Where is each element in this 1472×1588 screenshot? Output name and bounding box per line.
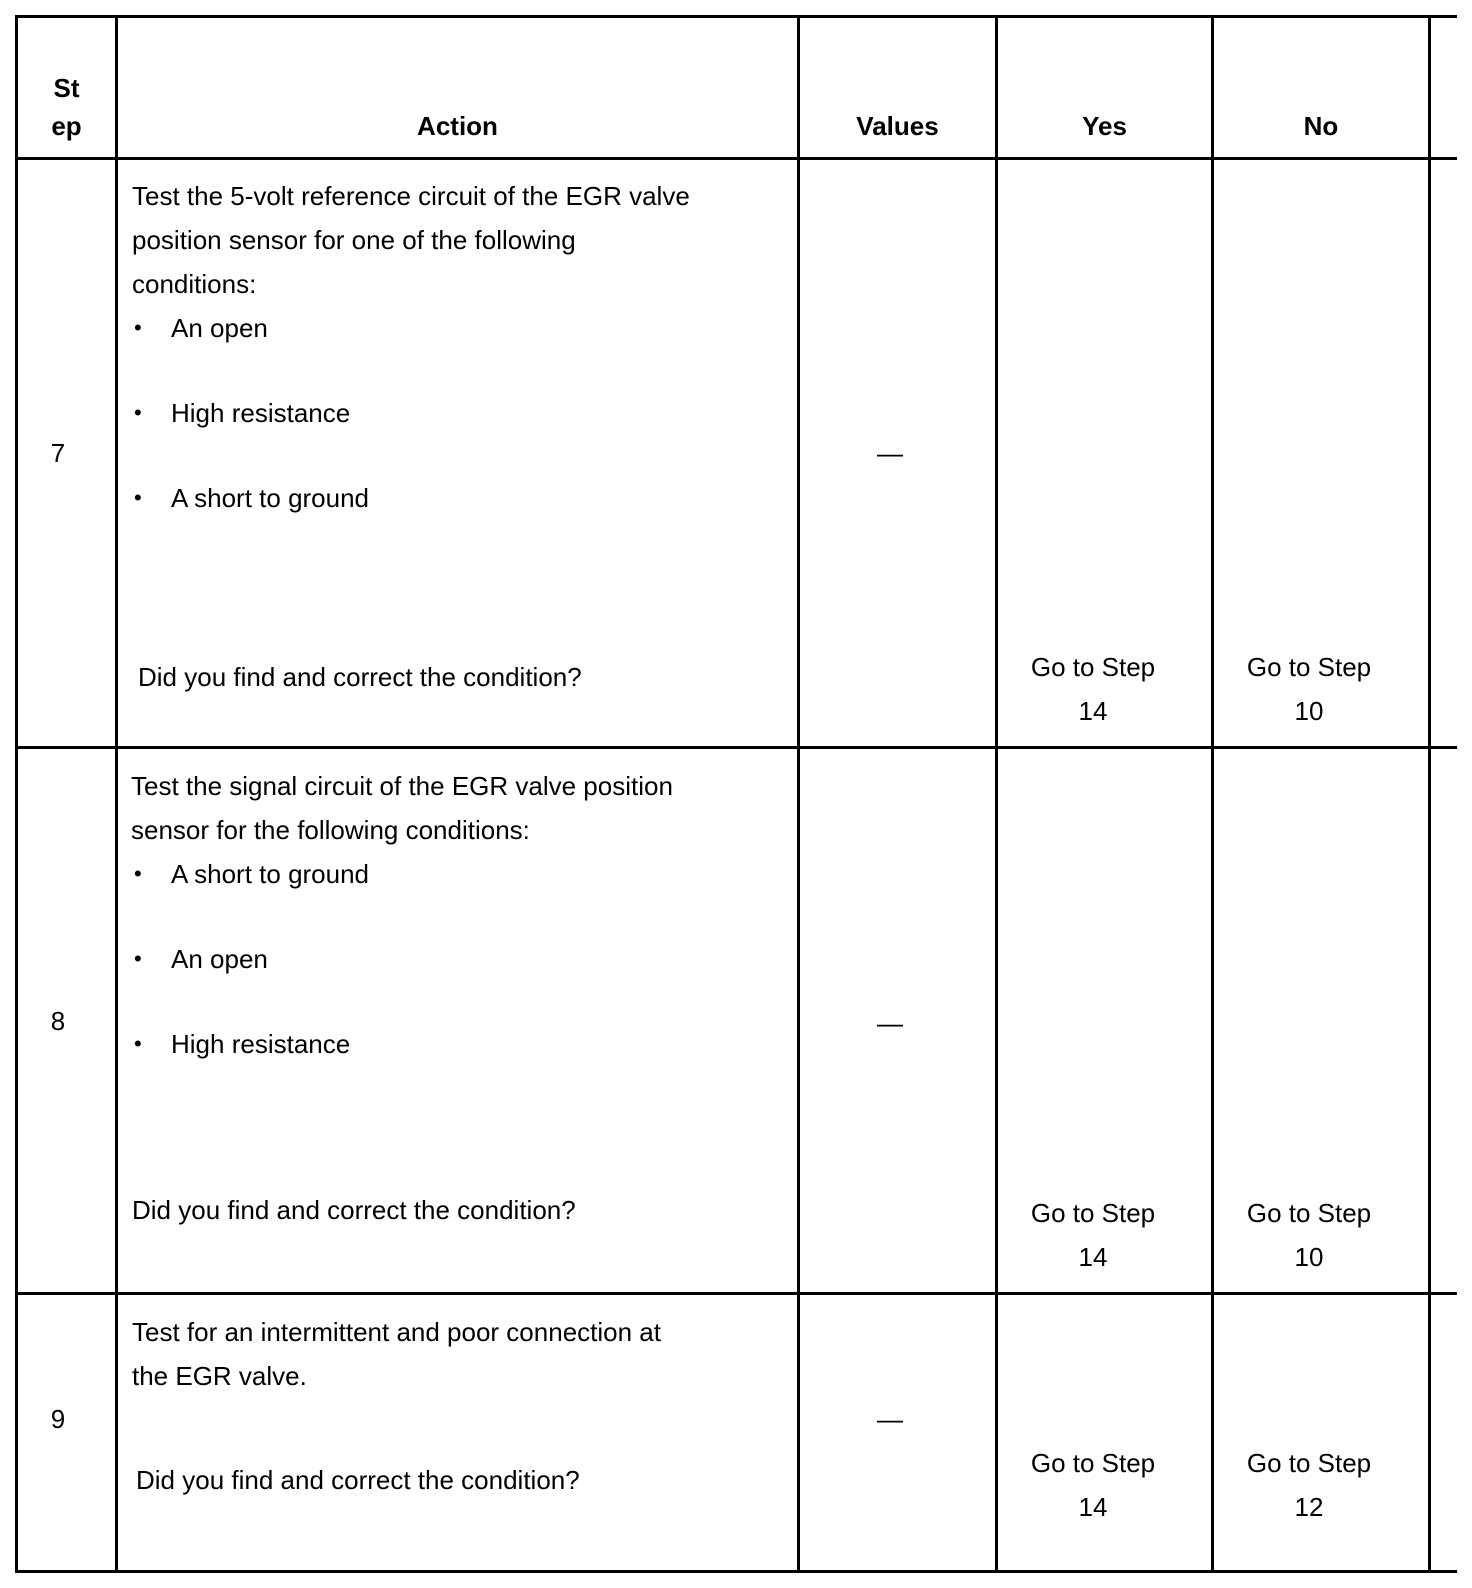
no-goto-label: Go to Step [1246,1198,1372,1228]
table-border-right [1428,15,1431,1573]
yes-goto-step: 14 [1078,696,1108,726]
header-step [18,69,115,145]
step-number: 8 [50,1006,66,1036]
bullet-icon: • [134,400,142,425]
header-step-line2: ep [51,111,82,141]
column-divider [1211,15,1214,1573]
bullet-item: A short to ground [171,483,370,513]
no-goto-label: Go to Step [1246,652,1372,682]
column-divider [115,15,118,1573]
action-question: Did you find and correct the condition? [138,662,582,692]
action-text-line: Test the 5-volt reference circuit of the EGR valve [132,181,690,211]
row-divider [15,1292,1457,1295]
yes-cell [998,1441,1188,1529]
action-text-line: Test the signal circuit of the EGR valve position [131,771,673,801]
bullet-item: An open [171,944,268,974]
header-yes: Yes [1082,111,1127,141]
action-text-line: Test for an intermittent and poor connection at [132,1317,661,1347]
bullet-icon: • [134,315,142,340]
no-cell [1214,645,1404,733]
bullet-icon: • [134,861,142,886]
no-cell [1214,1441,1404,1529]
no-goto-step: 10 [1294,1242,1324,1272]
yes-goto-label: Go to Step [1030,652,1156,682]
step-number: 9 [50,1404,66,1434]
bullet-icon: • [134,1031,142,1056]
yes-cell [998,645,1188,733]
yes-goto-label: Go to Step [1030,1198,1156,1228]
header-divider [15,157,1457,160]
table-border-top [15,15,1457,18]
values-cell: — [877,1008,903,1038]
action-text-line: sensor for the following conditions: [131,815,530,845]
values-cell: — [877,1404,903,1434]
bullet-item: A short to ground [171,859,370,889]
bullet-icon: • [134,946,142,971]
header-step-line1: St [53,73,80,103]
header-values: Values [856,111,939,141]
column-divider [995,15,998,1573]
table-border-left [15,15,18,1573]
diagnostic-table [15,15,1457,1573]
header-action: Action [417,111,498,141]
no-goto-label: Go to Step [1246,1448,1372,1478]
action-text-line: position sensor for one of the following [132,225,576,255]
no-goto-step: 10 [1294,696,1324,726]
action-text-line: conditions: [132,269,257,299]
yes-goto-step: 14 [1078,1242,1108,1272]
bullet-item: High resistance [171,398,351,428]
bullet-item: High resistance [171,1029,351,1059]
yes-cell [998,1191,1188,1279]
values-cell: — [877,438,903,468]
action-question: Did you find and correct the condition? [136,1465,580,1495]
no-goto-step: 12 [1294,1492,1324,1522]
row-divider [15,746,1457,749]
yes-goto-step: 14 [1078,1492,1108,1522]
action-text-line: the EGR valve. [132,1361,307,1391]
yes-goto-label: Go to Step [1030,1448,1156,1478]
no-cell [1214,1191,1404,1279]
action-question: Did you find and correct the condition? [132,1195,576,1225]
table-border-bottom [15,1570,1457,1573]
bullet-item: An open [171,313,268,343]
column-divider [797,15,800,1573]
bullet-icon: • [134,485,142,510]
step-number: 7 [50,438,66,468]
header-no: No [1303,111,1339,141]
